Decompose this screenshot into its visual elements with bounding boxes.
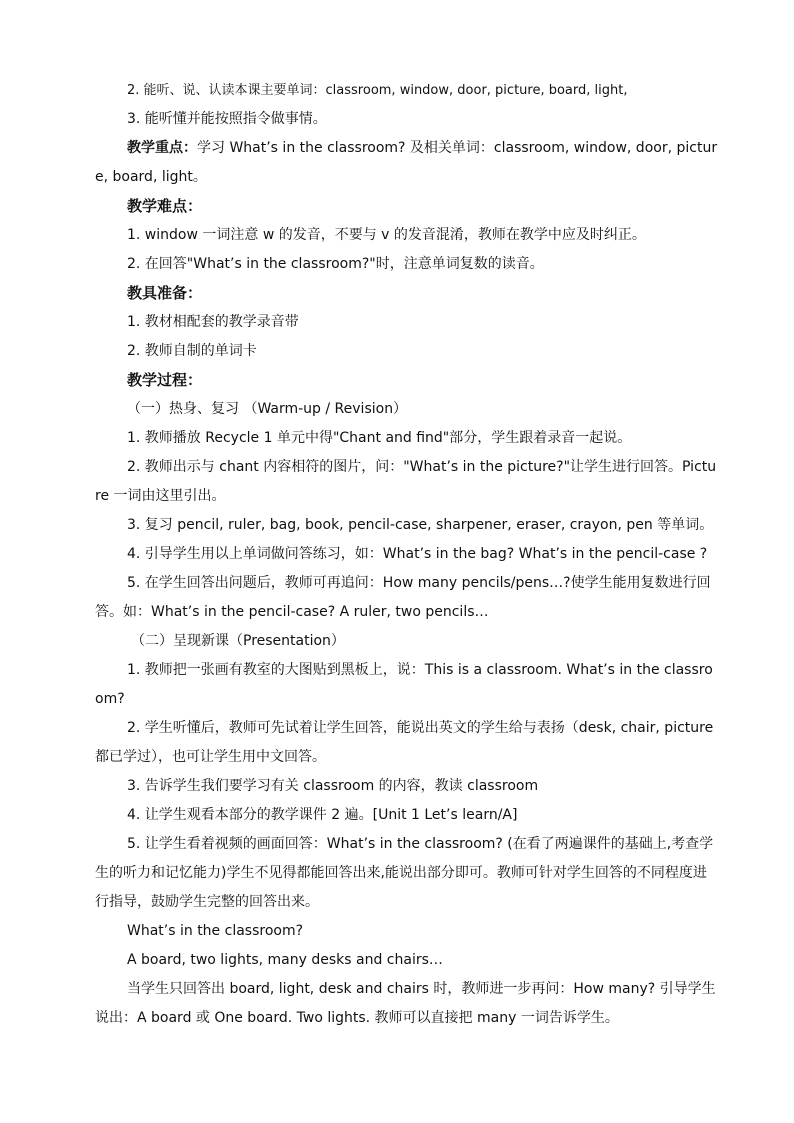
objective-2: 2. 能听、说、认读本课主要单词：classroom, window, door, picture, board, light,	[127, 83, 628, 98]
tool-2: 2. 教师自制的单词卡	[127, 343, 257, 359]
objective-3: 3. 能听懂并能按照指令做事情。	[127, 111, 327, 127]
warmup-1: 1. 教师播放 Recycle 1 单元中得"Chant and find"部分，学生跟着录音一起说。	[127, 430, 632, 446]
document-page	[95, 76, 719, 1033]
section-presentation: （二）呈现新课（Presentation）	[131, 633, 345, 649]
presentation-4: 4. 让学生观看本部分的教学课件 2 遍。[Unit 1 Let’s learn/A]	[127, 807, 518, 823]
example-question: What’s in the classroom?	[127, 923, 304, 939]
warmup-5: 5. 在学生回答出问题后，教师可再追问：How many pencils/pens…?使学生能用复数进行回答。如：What’s in the pencil-case? A ruler, two pencils…	[95, 575, 711, 620]
presentation-5: 5. 让学生看着视频的画面回答：What’s in the classroom? (在看了两遍课件的基础上,考查学生的听力和记忆能力)学生不见得都能回答出来,能说出部分即可。教师可针对学生回答的不同程度进行指导，鼓励学生完整的回答出来。	[95, 836, 714, 910]
key-points-label: 教学重点：	[127, 140, 197, 156]
tools-heading: 教具准备：	[127, 284, 203, 302]
difficulty-2: 2. 在回答"What’s in the classroom?"时，注意单词复数的读音。	[127, 256, 544, 272]
process-heading: 教学过程：	[127, 371, 203, 389]
presentation-3: 3. 告诉学生我们要学习有关 classroom 的内容，教读 classroom	[127, 778, 539, 794]
section-warmup: （一）热身、复习 （Warm-up / Revision）	[127, 401, 408, 417]
key-points	[95, 134, 719, 192]
difficulty-1: 1. window 一词注意 w 的发音，不要与 v 的发音混淆，教师在教学中应及时纠正。	[127, 227, 646, 243]
warmup-2: 2. 教师出示与 chant 内容相符的图片，问："What’s in the picture?"让学生进行回答。Picture 一词由这里引出。	[95, 459, 717, 504]
follow-up: 当学生只回答出 board, light, desk and chairs 时，教师进一步再问：How many? 引导学生说出：A board 或 One board. Two lights. 教师可以直接把 many 一词告诉学生。	[95, 981, 716, 1026]
warmup-4: 4. 引导学生用以上单词做问答练习，如：What’s in the bag? What’s in the pencil-case ?	[127, 546, 708, 562]
warmup-3: 3. 复习 pencil, ruler, bag, book, pencil-case, sharpener, eraser, crayon, pen 等单词。	[127, 517, 714, 533]
tool-1: 1. 教材相配套的教学录音带	[127, 314, 299, 330]
presentation-2: 2. 学生听懂后，教师可先试着让学生回答，能说出英文的学生给与表扬（desk, chair, picture 都已学过），也可让学生用中文回答。	[95, 720, 714, 765]
difficulties-heading: 教学难点：	[127, 197, 203, 215]
presentation-1: 1. 教师把一张画有教室的大图贴到黑板上，说：This is a classroom. What’s in the classroom?	[95, 662, 713, 707]
key-points-text: 学习 What’s in the classroom? 及相关单词：classroom, window, door, picture, board, light。	[95, 140, 718, 185]
example-answer: A board, two lights, many desks and chairs…	[127, 952, 443, 968]
